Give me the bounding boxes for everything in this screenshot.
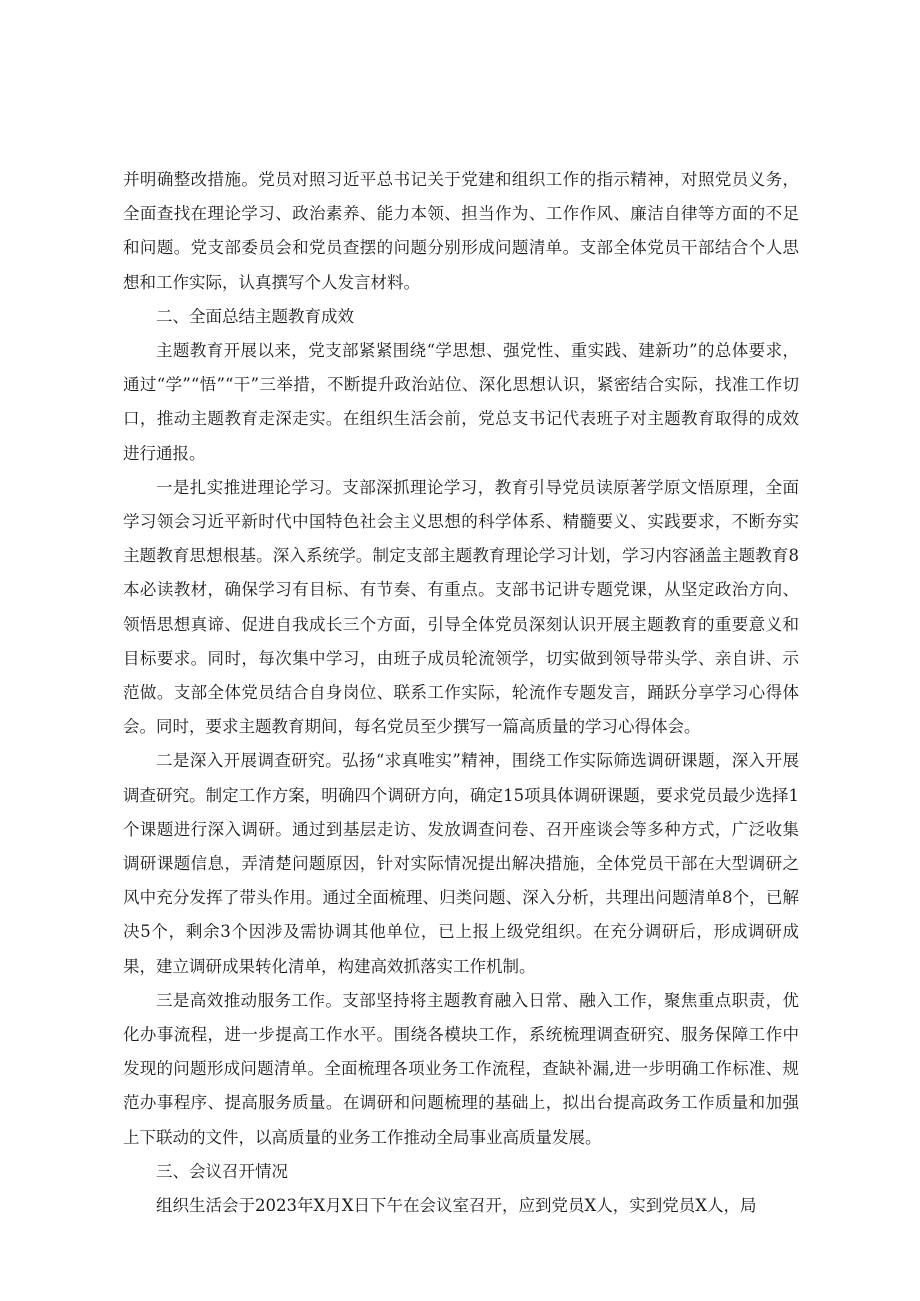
document-page: [123, 163, 799, 1223]
paragraph-intro: 主题教育开展以来，党支部紧紧围绕“学思想、强党性、重实践、建新功”的总体要求，通过“学”“悟”“干”三举措，不断提升政治站位、深化思想认识，紧密结合实际，找准工作切口，推动主题教育走深走实。在组织生活会前，党总支书记代表班子对主题教育取得的成效进行通报。: [123, 341, 799, 463]
paragraph-theory-study: 一是扎实推进理论学习。支部深抓理论学习，教育引导党员读原著学原文悟原理，全面学习领会习近平新时代中国特色社会主义思想的科学体系、精髓要义、实践要求，不断夯实主题教育思想根基。深入系统学。制定支部主题教育理论学习计划，学习内容涵盖主题教育8本必读教材，确保学习有目标、有节奏、有重点。支部书记讲专题党课，从坚定政治方向、领悟思想真谛、促进自我成长三个方面，引导全体党员深刻认识开展主题教育的重要意义和目标要求。同时，每次集中学习，由班子成员轮流领学，切实做到领导带头学、亲自讲、示范做。支部全体党员结合自身岗位、联系工作实际，轮流作专题发言，踊跃分享学习心得体会。同时，要求主题教育期间，每名党员至少撰写一篇高质量的学习心得体会。: [123, 477, 799, 737]
paragraph-research: 二是深入开展调查研究。弘扬“求真唯实”精神，围绕工作实际筛选调研课题，深入开展调查研究。制定工作方案，明确四个调研方向，确定15项具体调研课题，要求党员最少选择1个课题进行深入调研。通过到基层走访、发放调查问卷、召开座谈会等多种方式，广泛收集调研课题信息，弄清楚问题原因，针对实际情况提出解决措施，全体党员干部在大型调研之风中充分发挥了带头作用。通过全面梳理、归类问题、深入分析，共理出问题清单8个，已解决5个，剩余3个因涉及需协调其他单位，已上报上级党组织。在充分调研后，形成调研成果，建立调研成果转化清单，构建高效抓落实工作机制。: [123, 751, 799, 976]
paragraph-continuation: 并明确整改措施。党员对照习近平总书记关于党建和组织工作的指示精神，对照党员义务，全面查找在理论学习、政治素养、能力本领、担当作为、工作作风、廉洁自律等方面的不足和问题。党支部委员会和党员查摆的问题分别形成问题清单。支部全体党员干部结合个人思想和工作实际，认真撰写个人发言材料。: [123, 170, 799, 292]
paragraph-meeting: 组织生活会于2023年X月X日下午在会议室召开，应到党员X人，实到党员X人，局: [156, 1196, 757, 1216]
section-heading-3: 三、会议召开情况: [156, 1161, 288, 1181]
paragraph-service: 三是高效推动服务工作。支部坚持将主题教育融入日常、融入工作，聚焦重点职责，优化办事流程，进一步提高工作水平。围绕各模块工作，系统梳理调查研究、服务保障工作中发现的问题形成问题清单。全面梳理各项业务工作流程，查缺补漏,进一步明确工作标准、规范办事程序、提高服务质量。在调研和问题梳理的基础上，拟出台提高政务工作质量和加强上下联动的文件，以高质量的业务工作推动全局事业高质量发展。: [123, 990, 799, 1147]
section-heading-2: 二、全面总结主题教育成效: [156, 306, 354, 326]
